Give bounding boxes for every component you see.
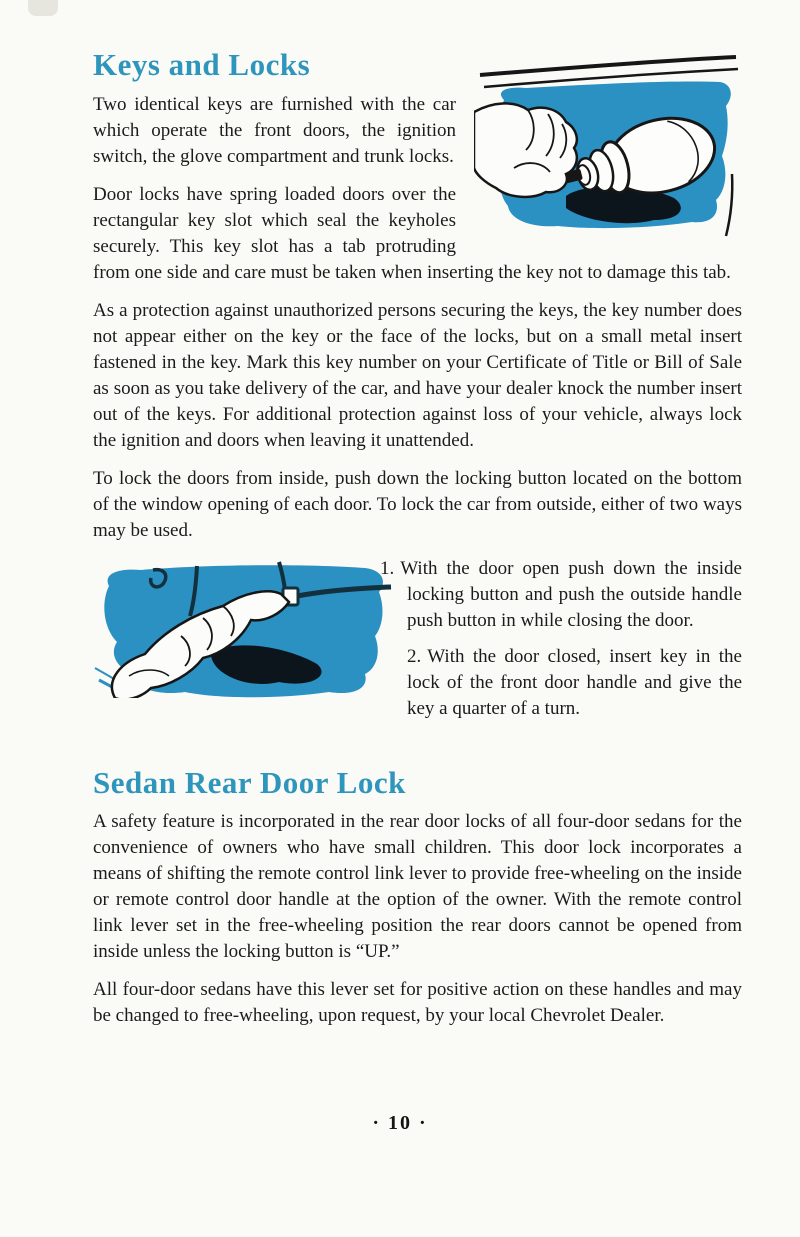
paragraph-sedan-1: A safety feature is incorporated in the rear door locks of all four-door sedans for the convenience of owners who have small children. This door lock incorporates a means of shifting the remote control link lever to provide free-wheeling on the inside or remote control door handle at the option of the owner. With the remote control link lever set in the free-wheeling position the rear doors cannot be opened from inside unless the locking button is “UP.” — [93, 811, 742, 963]
paragraph-keys-1: Two identical keys are furnished with the car which operate the front doors, the ignition switch, the glove compartment and trunk locks. — [93, 93, 456, 167]
paragraph-keys-2: Door locks have spring loaded doors over the rectangular key slot which seal the keyholes securely. This key slot has a tab protruding from one side and care must be taken when inserting the key not to damage this tab. — [93, 183, 731, 283]
list-number: 1. — [380, 557, 395, 579]
section-heading-sedan-rear-door-lock: Sedan Rear Door Lock — [93, 764, 406, 800]
hand-pressing-lock-button-illustration — [93, 560, 393, 698]
scan-artifact — [28, 0, 58, 16]
paragraph-keys-4: To lock the doors from inside, push down the locking button located on the bottom of the window opening of each door. To lock the car from outside, either of two ways may be used. — [93, 467, 742, 541]
key-in-door-handle-illustration — [474, 48, 742, 248]
lock-methods-list — [93, 556, 742, 732]
section-heading-keys-and-locks: Keys and Locks — [93, 47, 311, 82]
paragraph-keys-3: As a protection against unauthorized persons securing the keys, the key number does not appear either on the key or the face of the locks, but on a small metal insert fastened in the key. Mark this key number on your Certificate of Title or Bill of Sale as soon as you take delivery of the car, and have your dealer knock the number insert out of the keys. For additional protection against loss of your vehicle, always lock the ignition and doors when leaving it unattended. — [93, 299, 742, 451]
list-text: With the door closed, insert key in the lock of the front door handle and give the key a quarter of a turn. — [407, 645, 742, 719]
list-text: With the door open push down the inside locking button and push the outside handle push button in while closing the door. — [400, 557, 742, 631]
paragraph-sedan-2: All four-door sedans have this lever set for positive action on these handles and may be changed to free-wheeling, upon request, by your local Chevrolet Dealer. — [93, 979, 742, 1027]
section-keys-and-locks — [93, 48, 742, 732]
page-number: · 10 · — [372, 1112, 428, 1134]
section-sedan-rear-door-lock — [93, 766, 742, 1030]
list-number: 2. — [407, 645, 422, 667]
